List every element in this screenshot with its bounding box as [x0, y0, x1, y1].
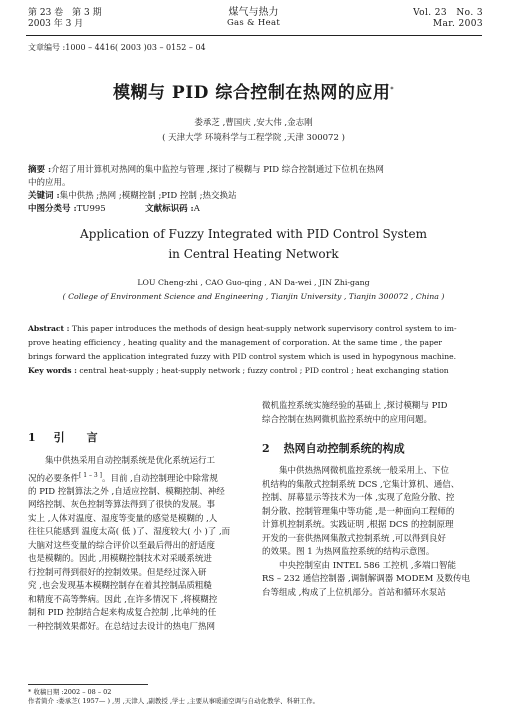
body-line: 集中供热热网微机监控系统一般采用上、下位	[279, 466, 450, 476]
journal-name-cn: 煤气与热力	[228, 7, 279, 18]
section-2-title: 热网自动控制系统的构成	[283, 442, 405, 455]
body-line: 机结构的集散式控制系统 DCS ,它集计算机、通信、	[262, 479, 460, 490]
body-line: 网络控制、灰色控制等算法得到了很快的发展。事	[28, 500, 216, 511]
section-1-heading	[28, 430, 98, 446]
body-line: RS – 232 通信控制器 ,调制解调器 MODEM 及数传电	[262, 574, 471, 584]
date-en: Mar. 2003	[432, 19, 483, 29]
body-line: 综合控制在热网微机监控系统中的应用问题。	[262, 414, 433, 425]
abstract-en-text-1: This paper introduces the methods of design heat-supply network supervisory control system to im-	[71, 324, 457, 333]
english-authors: LOU Cheng-zhi , CAO Guo-qing , AN Da-wei , JIN Zhi-gang	[137, 278, 370, 287]
left-column-body	[28, 455, 242, 634]
footnote	[28, 688, 488, 706]
footnote-mark: *	[28, 688, 32, 696]
english-title	[0, 224, 507, 264]
volume-issue-en: Vol. 23 No. 3	[413, 8, 483, 18]
document-code-value: A	[193, 204, 200, 214]
body-line: 微机监控系统实施经验的基础上 ,探讨模糊与 PID	[262, 401, 448, 411]
section-1-title: 引 言	[53, 431, 98, 444]
header-divider	[26, 35, 482, 36]
body-line: 控制、屏幕显示等技术为一体 ,实现了危险分散、控	[262, 493, 455, 503]
chinese-authors: 娄承芝 ,曹国庆 ,安大伟 ,金志刚	[194, 118, 313, 128]
article-number: 文章编号 :1000 – 4416( 2003 )03 – 0152 – 04	[28, 43, 206, 52]
section-2-heading	[262, 441, 482, 457]
citation-ref: [ 1 – 3 ]	[79, 471, 102, 479]
section-1-number: 1	[28, 431, 36, 444]
body-line: 制分散、控制管理集中等功能 ,是一种面向工程师的	[262, 506, 455, 517]
english-title-line-1: Application of Fuzzy Integrated with PID Control System	[80, 227, 427, 241]
running-header-left	[28, 8, 148, 30]
right-column-body	[262, 400, 482, 600]
body-line: 的 PID 控制算法之外 ,自适应控制、模糊控制、神经	[28, 486, 225, 497]
chinese-title	[0, 78, 507, 103]
chinese-title-text: 模糊与 PID 综合控制在热网的应用	[113, 83, 391, 103]
section-2-number: 2	[262, 442, 270, 455]
volume-issue-cn: 第 23 卷 第 3 期	[28, 8, 102, 18]
body-line: 计算机控制系统。实践证明 ,根据 DCS 的控制原理	[262, 520, 454, 530]
body-line: 开发的一套供热网集散式控制系统 ,可以得到良好	[262, 533, 446, 544]
english-affiliation: ( College of Environment Science and Engineering , Tianjin University , Tianjin 300072 , China )	[62, 292, 445, 301]
running-header-journal	[180, 7, 327, 29]
chinese-abstract-line-2: 中的应用。	[28, 178, 71, 188]
body-line: 和精度不高等弊病。因此 ,在许多情况下 ,将模糊控	[28, 594, 218, 605]
body-line: 一种控制效果都好。在总结过去设计的热电厂热网	[28, 621, 216, 632]
body-line: 的效果。图 1 为热网监控系统的结构示意图。	[262, 547, 435, 557]
body-line: 制和 PID 控制结合起来构成复合控制 ,比单纯的任	[28, 608, 217, 619]
english-keywords	[28, 364, 480, 377]
keywords-cn: 集中供热 ;热网 ;模糊控制 ;PID 控制 ;热交换站	[59, 191, 237, 201]
abstract-label-cn: 摘要 :	[28, 165, 52, 175]
abstract-label-en: Abstract :	[28, 324, 70, 333]
abstract-line-1: 介绍了用计算机对热网的集中监控与管理 ,探讨了模糊与 PID 综合控制通过下位机在热网	[51, 165, 384, 175]
body-line: 中央控制室由 INTEL 586 工控机 ,多端口智能	[279, 560, 457, 571]
body-line: 大脑对这些变量的综合评价以至最后得出的舒适度	[28, 540, 216, 551]
body-line: 行控制可得到很好的控制效果。但是经过深入研	[28, 567, 207, 578]
body-line: 集中供热采用自动控制系统是优化系统运行工	[45, 456, 216, 466]
body-line: 也是模糊的。因此 ,用模糊控制技术对采暖系统进	[28, 554, 212, 565]
footnote-divider	[28, 684, 148, 685]
keywords-label-cn: 关键词 :	[28, 191, 60, 201]
english-abstract-line-3: brings forward the application integrated fuzzy with PID control system which is used in hypogynous machine.	[28, 352, 457, 361]
classification-label: 中图分类号 :	[28, 204, 77, 214]
english-title-line-2: in Central Heating Network	[168, 247, 339, 261]
title-footnote-mark: *	[390, 86, 394, 94]
footnote-received: * 收稿日期 :2002 – 08 – 02	[28, 688, 112, 696]
body-line: 况的必要条件[ 1 – 3 ]。目前 ,自动控制理论中除常规	[28, 471, 218, 484]
journal-name-en: Gas & Heat	[226, 18, 281, 28]
date-cn: 2003 年 3 月	[28, 19, 84, 29]
body-line: 台等组成 ,构成了上位机部分。首站和循环水泵站	[262, 587, 446, 598]
body-line: 实上 ,人体对温度、湿度等变量的感觉是模糊的 ,人	[28, 513, 218, 524]
body-line: 往往只能感到 温度太高( 低 )了、湿度较大( 小 )了 ,而	[28, 527, 231, 538]
running-header-right	[383, 8, 483, 30]
english-abstract-line-2: prove heating efficiency , heating quality and the management of corporation. At the same time , the paper	[28, 338, 442, 347]
english-abstract-line-1	[28, 322, 480, 335]
classification-row	[28, 203, 478, 216]
document-code-label: 文献标识码 :	[145, 204, 194, 214]
chinese-abstract	[28, 164, 478, 177]
body-line: 究 ,也会发现基本模糊控制存在着其控制品质粗糙	[28, 581, 212, 592]
classification-value: TU995	[76, 204, 106, 214]
chinese-affiliation: ( 天津大学 环境科学与工程学院 ,天津 300072 )	[162, 133, 345, 143]
keywords-en: central heat-supply ; heat-supply network ; fuzzy control ; PID control ; heat exchanging station	[79, 366, 449, 375]
footnote-author-bio: 作者简介 :娄承芝( 1957— ) ,男 ,天津人 ,副教授 ,学士 ,主要从事暖通空调与自动化教学、科研工作。	[28, 697, 320, 705]
keywords-label-en: Key words :	[28, 366, 77, 375]
chinese-keywords	[28, 190, 478, 203]
